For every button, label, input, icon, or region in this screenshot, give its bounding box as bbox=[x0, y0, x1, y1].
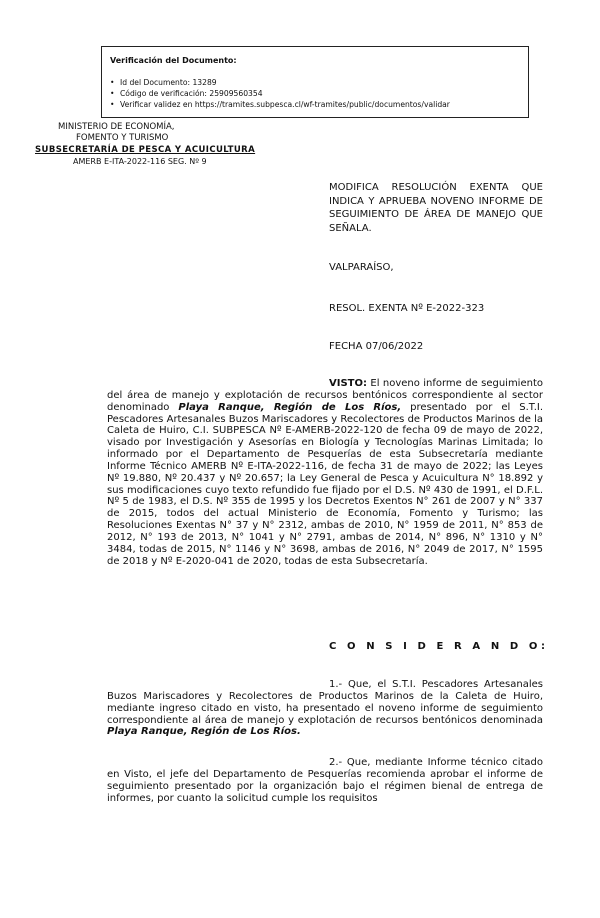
visto-text-1: El noveno informe de seguimiento del área de manejo y explotación de recursos bentónicos correspondiente al sector denominado bbox=[107, 378, 543, 413]
verification-box bbox=[101, 46, 529, 118]
verification-code: • Código de verificación: 25909560354 bbox=[110, 88, 450, 99]
para1-location: Playa Ranque, Región de Los Ríos. bbox=[107, 726, 301, 738]
subsecretaria-heading: SUBSECRETARÍA DE PESCA Y ACUICULTURA bbox=[35, 145, 256, 155]
considerando-paragraph-2 bbox=[107, 757, 543, 804]
visto-paragraph bbox=[107, 378, 543, 568]
visto-location: Playa Ranque, Región de Los Ríos, bbox=[178, 401, 402, 413]
considerando-paragraph-1 bbox=[107, 679, 543, 738]
considerando-heading: C O N S I D E R A N D O: bbox=[329, 641, 549, 652]
resolution-date: FECHA 07/06/2022 bbox=[329, 341, 424, 352]
reference-number: AMERB E-ITA-2022-116 SEG. Nº 9 bbox=[73, 157, 207, 166]
verification-list bbox=[110, 77, 450, 110]
visto-text-2: presentado por el S.T.I. Pescadores Artesanales Buzos Mariscadores y Recolectores de Productos Marinos de la Caleta de Huiro, C.I. SUBPESCA Nº E-AMERB-2022-120 de fecha 09 de mayo de 2022, visado por Investigación y Asesorías en Biología y Tecnologías Marinas Limitada; lo informado por el Departamento de Pesquerías de esta Subsecretaría mediante Informe Técnico AMERB Nº E-ITA-2022-116, de fecha 31 de mayo de 2022; las Leyes Nº 19.880, Nº 20.437 y Nº 20.657; la Ley General de Pesca y Acuicultura N° 18.892 y sus modificaciones cuyo texto refundido fue fijado por el D.S. Nº 430 de 1991, el D.F.L. Nº 5 de 1983, el D.S. Nº 355 de 1995 y los Decretos Exentos N° 261 de 2007 y N° 337 de 2015, todos del actual Ministerio de Economía, Fomento y Turismo; las Resoluciones Exentas N° 37 y N° 2312, ambas de 2010, N° 1959 de 2011, N° 853 de 2012, N° 193 de 2013, N° 1041 y N° 2791, ambas de 2014, N° 896, N° 1310 y N° 3484, todas de 2015, N° 1146 y N° 3698, ambas de 2016, N° 2049 de 2017, N° 1595 de 2018 y Nº E-2020-041 de 2020, todas de esta Subsecretaría. bbox=[107, 401, 543, 567]
ministry-line-1: MINISTERIO DE ECONOMÍA, bbox=[58, 122, 175, 132]
para2-text: 2.- Que, mediante Informe técnico citado en Visto, el jefe del Departamento de Pesquerías recomienda aprobar el informe de seguimiento presentado por la organización bajo el régimen bienal de entrega de informes, por cuanto la solicitud cumple los requisitos bbox=[107, 757, 543, 804]
resolution-number: RESOL. EXENTA Nº E-2022-323 bbox=[329, 303, 485, 314]
verification-id: • Id del Documento: 13289 bbox=[110, 77, 450, 88]
verification-url[interactable]: • Verificar validez en https://tramites.subpesca.cl/wf-tramites/public/documentos/validar bbox=[110, 99, 450, 110]
ministry-line-2: FOMENTO Y TURISMO bbox=[76, 133, 169, 143]
para1-text: 1.- Que, el S.T.I. Pescadores Artesanales Buzos Mariscadores y Recolectores de Productos Marinos de la Caleta de Huiro, mediante ingreso citado en visto, ha presentado el noveno informe de seguimiento correspondiente al área de manejo y explotación de recursos bentónicos denominada bbox=[107, 679, 543, 726]
verification-title: Verificación del Documento: bbox=[110, 56, 237, 65]
document-title: MODIFICA RESOLUCIÓN EXENTA QUE INDICA Y APRUEBA NOVENO INFORME DE SEGUIMIENTO DE ÁREA DE MANEJO QUE SEÑALA. bbox=[329, 182, 543, 235]
visto-keyword: VISTO: bbox=[329, 378, 367, 389]
place: VALPARAÍSO, bbox=[329, 262, 394, 273]
